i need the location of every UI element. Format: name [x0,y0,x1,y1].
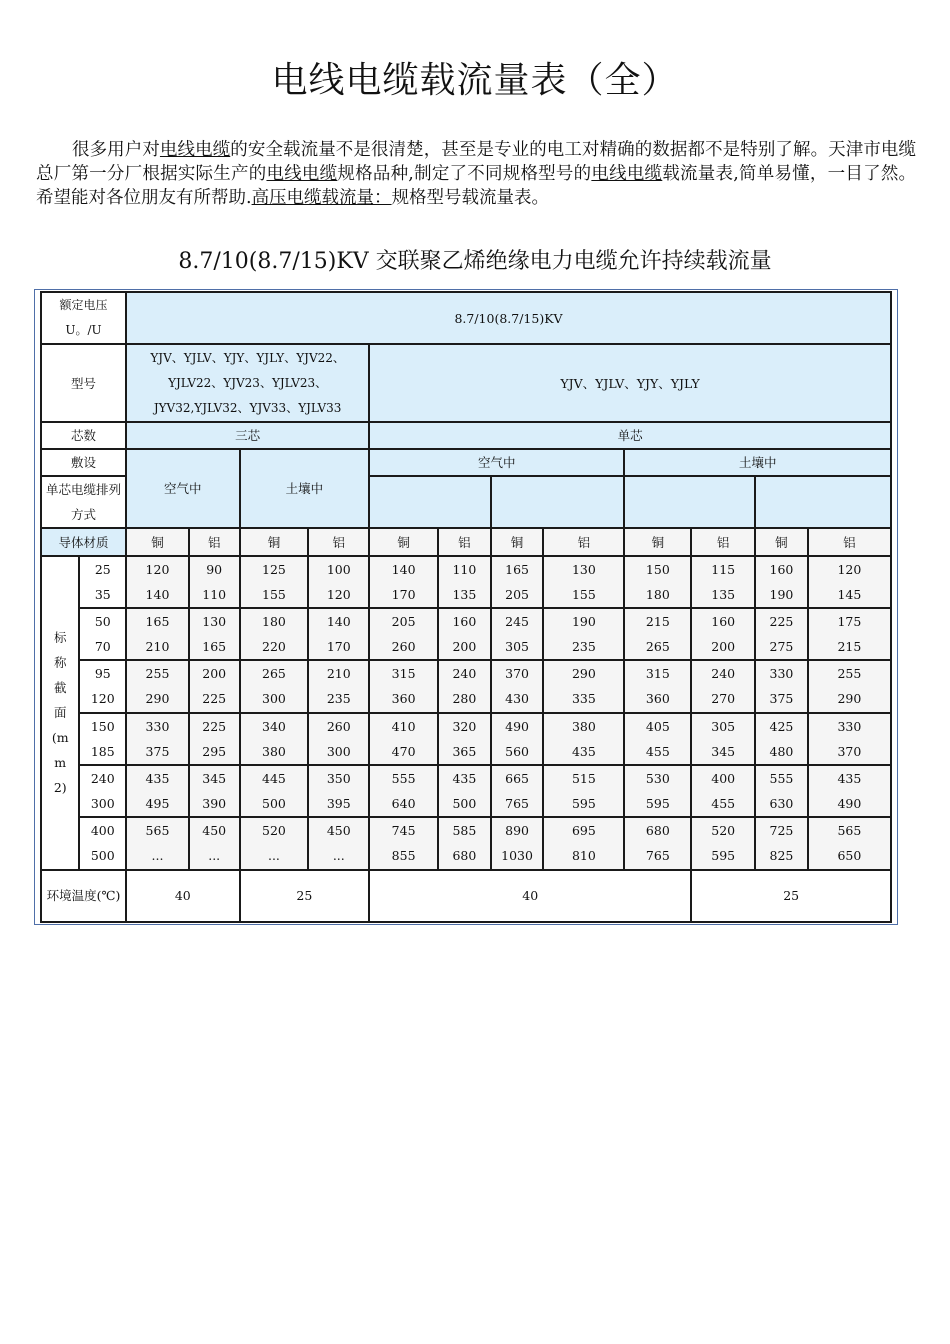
section-size-cell [79,556,126,608]
ampacity-cell [308,556,369,608]
intro-paragraph [36,138,916,210]
ampacity-value: 160 [711,614,736,630]
ampacity-value: 200 [202,666,227,682]
intro-text-4: 载流量表,简单易懂，一目了然。希望能对各位朋友有所帮助. [36,164,917,208]
ampacity-value: ... [332,848,345,864]
ampacity-value: 165 [505,561,529,577]
ampacity-value: 435 [837,771,862,787]
arrangement-air-b [491,476,625,528]
ampacity-value: 180 [645,586,670,602]
ampacity-cell [491,608,544,660]
laying-label: 敷设 [41,449,126,476]
ampacity-cell [126,817,189,869]
ampacity-cell [691,713,755,765]
intro-text-3: 规格品种,制定了不同规格型号的 [337,164,592,184]
ampacity-value: 290 [837,691,862,707]
ampacity-value: 810 [571,848,596,864]
section-size: 35 [94,586,111,602]
conductor-copper: 铜 [491,528,544,555]
ampacity-cell [308,765,369,817]
ampacity-cell [438,817,491,869]
ampacity-cell [543,660,624,712]
ampacity-cell [543,765,624,817]
cores-label: 芯数 [41,422,126,449]
ampacity-value: 825 [769,848,794,864]
ampacity-value: 120 [145,561,170,577]
ampacity-value: 500 [262,796,286,812]
ambient-temp-value: 40 [126,870,239,922]
ampacity-value: 560 [505,743,529,759]
section-size: 25 [94,561,111,577]
intro-link-cable-3[interactable]: 电线电缆 [591,164,663,184]
ampacity-value: 430 [505,691,529,707]
model-single-core: YJV、YJLV、YJY、YJLY [369,344,891,421]
ampacity-cell [308,817,369,869]
ampacity-value: 425 [769,718,794,734]
ampacity-value: 345 [711,743,736,759]
ampacity-cell [369,660,438,712]
ampacity-value: 240 [452,666,477,682]
ampacity-value: 470 [391,743,416,759]
ampacity-cell [240,556,309,608]
section-size: 70 [94,639,111,655]
ampacity-value: 155 [571,586,596,602]
ampacity-value: 725 [769,823,794,839]
ampacity-value: 225 [202,718,227,734]
section-size-cell [79,660,126,712]
ampacity-value: 435 [145,771,170,787]
conductor-aluminum: 铝 [438,528,491,555]
ampacity-value: 650 [837,848,862,864]
ampacity-value: 225 [202,691,227,707]
ampacity-value: 695 [571,823,596,839]
ambient-temp-label: 环境温度(℃) [41,870,126,922]
ampacity-cell [438,765,491,817]
ampacity-cell [189,713,240,765]
ampacity-value: 140 [391,561,416,577]
ampacity-value: 170 [326,639,351,655]
ampacity-value: 565 [145,823,170,839]
ampacity-value: 125 [262,561,286,577]
ampacity-value: 165 [202,639,227,655]
rated-voltage-value: 8.7/10(8.7/15)KV [126,292,891,344]
ampacity-value: 375 [769,691,794,707]
ampacity-cell [491,765,544,817]
ampacity-value: 220 [262,639,286,655]
ampacity-value: 295 [202,743,227,759]
ampacity-cell [240,660,309,712]
ampacity-cell [808,660,891,712]
arrangement-soil-a [624,476,755,528]
ampacity-cell [691,765,755,817]
ampacity-cell [240,817,309,869]
ampacity-value: 110 [202,586,227,602]
ampacity-cell [755,608,808,660]
ampacity-cell [624,608,691,660]
ampacity-cell [691,556,755,608]
ampacity-value: 490 [837,796,862,812]
ampacity-cell [240,765,309,817]
ampacity-value: 275 [769,639,794,655]
ampacity-value: 435 [571,743,596,759]
ampacity-value: 515 [571,771,596,787]
conductor-aluminum: 铝 [543,528,624,555]
ampacity-cell [126,713,189,765]
ampacity-cell [240,608,309,660]
ampacity-cell [624,660,691,712]
ampacity-cell [808,608,891,660]
ampacity-value: 265 [645,639,670,655]
ampacity-value: 335 [571,691,596,707]
ampacity-value: 235 [571,639,596,655]
ampacity-cell [438,660,491,712]
conductor-copper: 铜 [624,528,691,555]
section-size: 240 [90,771,115,787]
ampacity-cell [438,556,491,608]
ampacity-value: 280 [452,691,477,707]
ampacity-cell [126,660,189,712]
ampacity-value: 115 [711,561,736,577]
ampacity-value: 255 [145,666,170,682]
ampacity-cell [438,713,491,765]
ampacity-cell [308,713,369,765]
ampacity-value: 765 [645,848,670,864]
ampacity-value: 380 [571,718,596,734]
ampacity-cell [755,817,808,869]
ampacity-cell [691,817,755,869]
ampacity-value: 555 [391,771,416,787]
table-title: 8.7/10(8.7/15)KV 交联聚乙烯绝缘电力电缆允许持续载流量 [178,249,772,274]
model-three-core: YJV、YJLV、YJY、YJLY、YJV22、YJLV22、YJV23、YJLV23、JYV32,YJLV32、YJV33、YJLV33 [126,344,369,421]
ampacity-value: 365 [452,743,477,759]
ampacity-cell [308,608,369,660]
three-core-in-soil: 土壤中 [240,449,370,529]
ampacity-cell [808,817,891,869]
ampacity-value: 585 [452,823,477,839]
ampacity-value: 240 [711,666,736,682]
ampacity-value: 395 [326,796,351,812]
three-core-in-air: 空气中 [126,449,239,529]
ampacity-value: 175 [837,614,862,630]
intro-text-2: 的安全载流量不是很清楚，甚至是专业的电工对精确的数据都不是特别了解。天津市电缆总厂第一分厂根据实际生产的 [36,140,917,184]
ampacity-value: 410 [391,718,416,734]
ampacity-value: 315 [645,666,670,682]
conductor-aluminum: 铝 [691,528,755,555]
ampacity-cell [543,556,624,608]
ampacity-value: 130 [571,561,596,577]
section-size: 500 [90,848,115,864]
ampacity-value: 200 [711,639,736,655]
ampacity-value: 290 [571,666,596,682]
ampacity-value: 160 [452,614,477,630]
ampacity-cell [491,817,544,869]
arrangement-air-a [369,476,491,528]
model-label: 型号 [41,344,126,421]
ampacity-cell [543,817,624,869]
ampacity-value: 315 [391,666,416,682]
ampacity-value: 400 [711,771,736,787]
ampacity-value: ... [208,848,221,864]
ampacity-value: 360 [391,691,416,707]
ampacity-value: 350 [326,771,351,787]
ampacity-value: 305 [505,639,529,655]
ampacity-value: 90 [206,561,223,577]
ampacity-cell [308,660,369,712]
section-size: 150 [90,718,115,734]
single-core-in-soil: 土壤中 [624,449,891,476]
ampacity-value: 745 [391,823,416,839]
section-size-cell [79,608,126,660]
section-size: 185 [90,743,115,759]
arrangement-label: 单芯电缆排列方式 [41,476,126,528]
ampacity-value: 225 [769,614,794,630]
ampacity-value: 450 [326,823,351,839]
ampacity-value: 155 [262,586,286,602]
table-frame [34,289,898,925]
ampacity-cell [543,713,624,765]
conductor-label: 导体材质 [41,528,126,555]
conductor-copper: 铜 [126,528,189,555]
ampacity-value: 405 [645,718,670,734]
ampacity-cell [808,765,891,817]
single-core-in-air: 空气中 [369,449,624,476]
section-size-cell [79,817,126,869]
ampacity-value: 120 [326,586,351,602]
ampacity-cell [691,660,755,712]
ampacity-value: 260 [326,718,351,734]
ampacity-value: 135 [711,586,736,602]
ampacity-value: 145 [837,586,862,602]
conductor-aluminum: 铝 [189,528,240,555]
ampacity-value: 450 [202,823,227,839]
ampacity-value: 290 [145,691,170,707]
ampacity-cell [808,556,891,608]
ampacity-value: 380 [262,743,286,759]
intro-link-cable-1[interactable]: 电线电缆 [159,140,231,160]
section-label-text: 标称截面(mm2) [51,630,69,796]
ampacity-value: 305 [711,718,736,734]
ampacity-cell [126,765,189,817]
ampacity-value: 330 [769,666,794,682]
intro-link-hv-cable[interactable]: 高压电缆载流量： [251,188,392,208]
ampacity-value: 160 [769,561,794,577]
ampacity-value: 110 [452,561,477,577]
ampacity-value: 680 [452,848,477,864]
intro-text-1: 很多用户对 [72,140,160,160]
ampacity-value: 255 [837,666,862,682]
ampacity-value: 490 [505,718,529,734]
ampacity-cell [189,817,240,869]
ampacity-value: 260 [391,639,416,655]
ampacity-cell [240,713,309,765]
ampacity-value: 205 [391,614,416,630]
ampacity-value: 520 [711,823,736,839]
section-size-cell [79,765,126,817]
ampacity-value: 855 [391,848,416,864]
ampacity-cell [755,556,808,608]
ampacity-value: 445 [262,771,286,787]
ampacity-value: 245 [505,614,529,630]
ampacity-value: 205 [505,586,529,602]
ampacity-value: 320 [452,718,477,734]
section-label [41,556,79,870]
ampacity-cell [189,660,240,712]
conductor-copper: 铜 [240,528,309,555]
ampacity-cell [189,765,240,817]
ampacity-value: 565 [837,823,862,839]
ampacity-cell [369,817,438,869]
ampacity-value: 345 [202,771,227,787]
ampacity-cell [543,608,624,660]
ampacity-value: 190 [769,586,794,602]
ampacity-cell [624,765,691,817]
ampacity-value: 300 [326,743,351,759]
ampacity-value: 455 [645,743,670,759]
ampacity-value: 480 [769,743,794,759]
ambient-temp-value: 25 [240,870,370,922]
ampacity-value: 390 [202,796,227,812]
ampacity-value: 235 [326,691,351,707]
ampacity-cell [369,765,438,817]
ampacity-value: 530 [645,771,670,787]
ampacity-value: 370 [505,666,529,682]
ampacity-value: 890 [505,823,529,839]
ampacity-cell [126,556,189,608]
ampacity-value: 170 [391,586,416,602]
ampacity-cell [369,713,438,765]
ampacity-value: 270 [711,691,736,707]
ampacity-value: 140 [145,586,170,602]
ampacity-value: 210 [326,666,351,682]
conductor-aluminum: 铝 [808,528,891,555]
ampacity-cell [624,713,691,765]
ampacity-value: 370 [837,743,862,759]
ampacity-cell [808,713,891,765]
ampacity-cell [491,660,544,712]
cores-three: 三芯 [126,422,369,449]
ampacity-cell [491,556,544,608]
ampacity-cell [189,608,240,660]
ampacity-value: 1030 [501,848,533,864]
ampacity-value: 375 [145,743,170,759]
ampacity-value: 435 [452,771,477,787]
ampacity-value: 120 [837,561,862,577]
ampacity-value: 135 [452,586,477,602]
ampacity-table [40,291,892,923]
ampacity-value: 680 [645,823,670,839]
ambient-temp-value: 40 [369,870,691,922]
ampacity-value: 330 [837,718,862,734]
ampacity-value: 595 [571,796,596,812]
ampacity-value: 165 [145,614,170,630]
ampacity-value: 340 [262,718,286,734]
ampacity-value: ... [151,848,164,864]
ampacity-cell [755,713,808,765]
ampacity-value: ... [267,848,280,864]
arrangement-soil-b [755,476,891,528]
ampacity-cell [491,713,544,765]
ampacity-value: 500 [452,796,477,812]
ampacity-cell [189,556,240,608]
ampacity-cell [624,556,691,608]
section-size: 120 [90,691,115,707]
conductor-copper: 铜 [755,528,808,555]
ampacity-value: 265 [262,666,286,682]
ampacity-cell [126,608,189,660]
ampacity-value: 190 [571,614,596,630]
ampacity-value: 520 [262,823,286,839]
ampacity-cell [438,608,491,660]
ampacity-value: 300 [262,691,286,707]
section-size: 50 [94,614,111,630]
ampacity-value: 665 [505,771,529,787]
ampacity-value: 640 [391,796,416,812]
ampacity-value: 150 [645,561,670,577]
ampacity-value: 595 [645,796,670,812]
ampacity-value: 595 [711,848,736,864]
ampacity-value: 130 [202,614,227,630]
section-size-cell [79,713,126,765]
ampacity-value: 200 [452,639,477,655]
ampacity-cell [755,765,808,817]
ampacity-cell [691,608,755,660]
intro-text-5: 规格型号载流量表。 [391,188,550,208]
intro-link-cable-2[interactable]: 电线电缆 [266,164,338,184]
cores-single: 单芯 [369,422,891,449]
ampacity-value: 215 [837,639,862,655]
ampacity-value: 630 [769,796,794,812]
ampacity-cell [624,817,691,869]
section-size: 400 [90,823,115,839]
ambient-temp-value: 25 [691,870,891,922]
ampacity-value: 210 [145,639,170,655]
ampacity-value: 140 [326,614,351,630]
conductor-copper: 铜 [369,528,438,555]
ampacity-value: 215 [645,614,670,630]
section-size: 95 [94,666,111,682]
ampacity-value: 360 [645,691,670,707]
ampacity-value: 180 [262,614,286,630]
page-title: 电线电缆载流量表（全） [271,60,679,101]
ampacity-value: 455 [711,796,736,812]
ampacity-cell [755,660,808,712]
ampacity-cell [369,556,438,608]
ampacity-value: 555 [769,771,794,787]
ampacity-cell [369,608,438,660]
ampacity-value: 330 [145,718,170,734]
ampacity-value: 765 [505,796,529,812]
rated-voltage-label: 额定电压 U。/U [41,292,126,344]
ampacity-value: 495 [145,796,170,812]
ampacity-value: 100 [326,561,351,577]
section-size: 300 [90,796,115,812]
conductor-aluminum: 铝 [308,528,369,555]
